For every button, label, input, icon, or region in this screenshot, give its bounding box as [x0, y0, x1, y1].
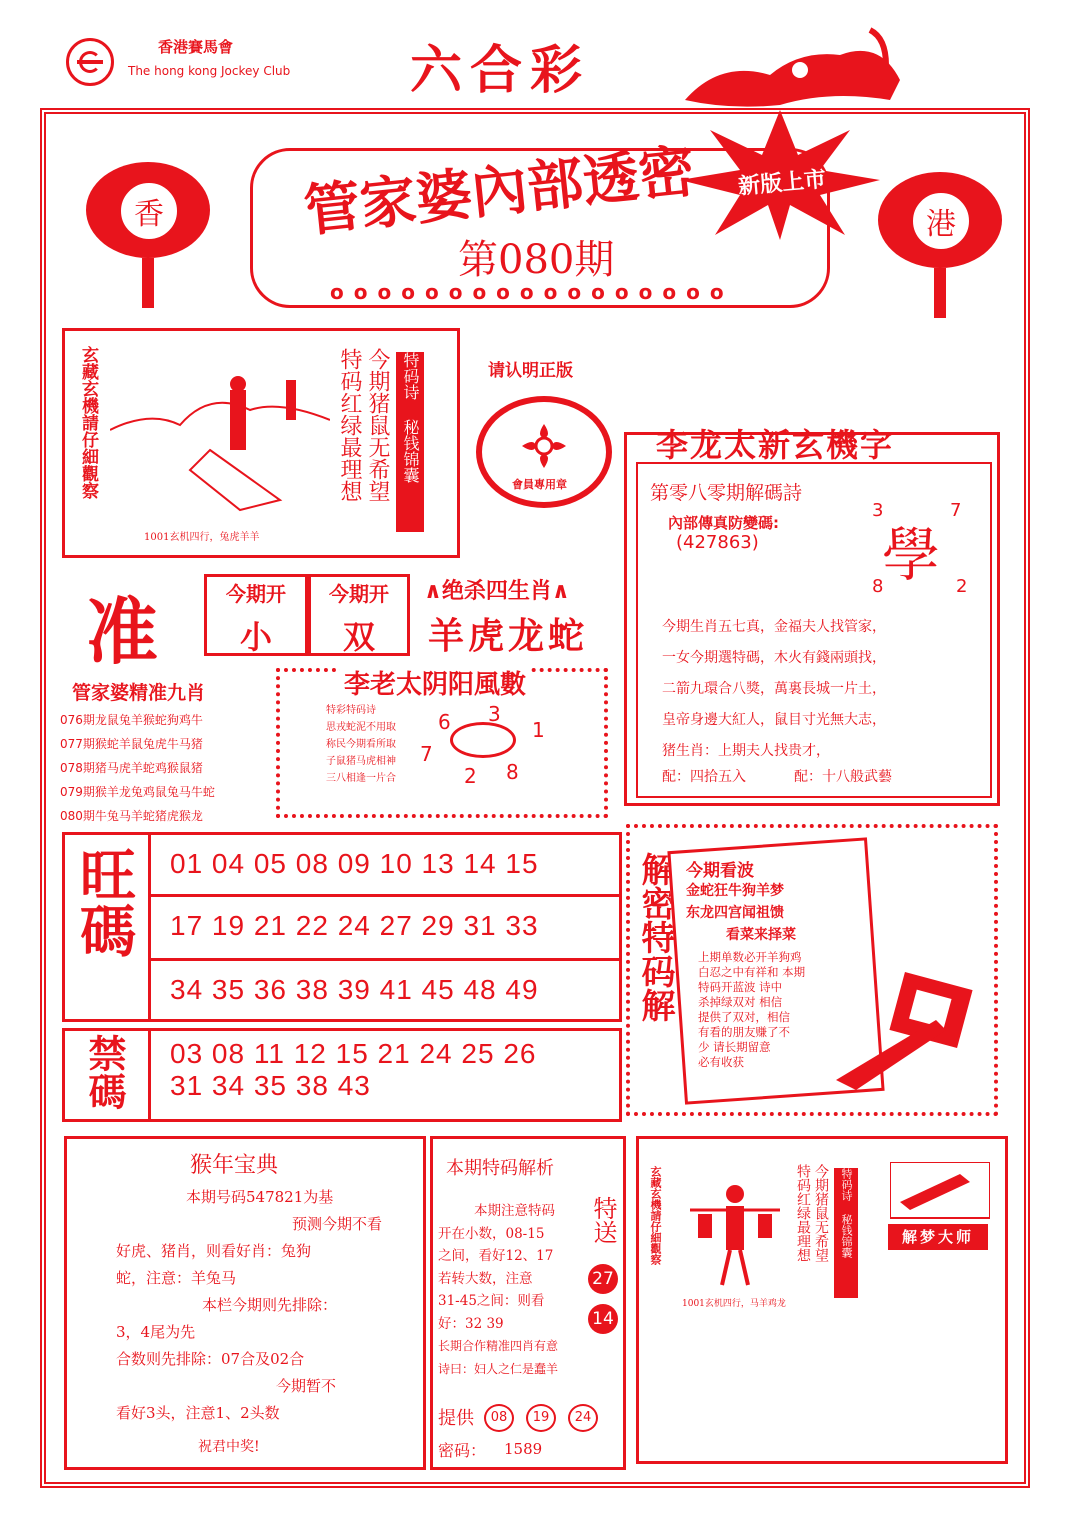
decode-body	[698, 950, 805, 1070]
size-value: 小	[239, 618, 272, 656]
monkey-line: 好虎、猪肖，则看好肖：兔狗	[116, 1242, 312, 1260]
monkey-line: 看好3头，注意1、2头数	[116, 1404, 280, 1422]
analysis-line: 若转大数，注意	[438, 1270, 533, 1287]
analysis-line: 开在小数，08-15	[438, 1225, 545, 1242]
mark-six-title: 六合彩	[410, 40, 591, 101]
bagua-num: 8	[506, 760, 519, 784]
banner-dots: ooooooooooooooooo	[330, 280, 734, 304]
quill-book-illustration	[836, 960, 986, 1100]
club-name-en: The hong kong Jockey Club	[128, 64, 291, 78]
yinyang-title: 李老太阴阳風數	[340, 664, 530, 701]
provide-label: 提供	[438, 1408, 474, 1429]
yinyang-line: 三八相逢一片合	[326, 773, 396, 784]
new-edition-badge: 新版上市	[737, 167, 828, 200]
decode-line: 必有收获	[698, 1055, 744, 1069]
analysis-title: 本期特码解析	[446, 1158, 554, 1179]
bagua-num: 6	[438, 710, 451, 734]
bagua-num: 2	[464, 764, 477, 788]
xue-character: 學	[882, 521, 941, 589]
monkey-line: 预测今期不看	[292, 1215, 383, 1233]
bagua-num: 7	[420, 742, 433, 766]
zhun-big-char: 准	[86, 589, 159, 674]
decode-left-vertical: 解密特码解	[635, 852, 675, 1022]
wang-row-1: 01 04 05 08 09 10 13 14 15	[170, 848, 539, 879]
monkey-footer: 祝君中奖!	[198, 1439, 260, 1455]
analysis-line: 好：32 39	[438, 1315, 504, 1332]
nine-row: 077期猴蛇羊鼠兔虎牛马猪	[60, 737, 203, 751]
provide-num: 24	[568, 1404, 598, 1432]
authentic-label: 请认明正版	[488, 361, 573, 381]
provide-num: 08	[484, 1404, 514, 1432]
monkey-line: 3，4尾为先	[116, 1323, 196, 1341]
decode-line: 杀掉绿双对 相信	[698, 995, 783, 1009]
jockey-club-logo	[66, 38, 114, 86]
decode-line: 有看的朋友赚了不	[698, 1025, 790, 1039]
nine-title: 管家婆精准九肖	[72, 682, 206, 704]
xuanji-right-tag: 特码诗 秘钱锦囊	[396, 352, 424, 532]
seal-flower-icon	[518, 420, 570, 472]
kill-values: 羊虎龙蛇	[428, 615, 589, 657]
size-tag: 今期开	[226, 582, 286, 606]
bagua-diagram	[420, 702, 550, 802]
hand-writing-illustration	[890, 1162, 990, 1222]
provide-num: 19	[526, 1404, 556, 1432]
dragon-boat-illustration	[680, 20, 910, 110]
bagua-num: 3	[488, 702, 501, 726]
yinyang-lines	[326, 702, 396, 787]
jin-row-1: 03 08 11 12 15 21 24 25 26	[170, 1038, 537, 1069]
monkey-line: 合数则先排除：07合及02合	[116, 1350, 305, 1368]
code-value: 1589	[504, 1440, 543, 1458]
monkey-line: 本期号码547821为基	[186, 1188, 334, 1206]
num-top-right: 7	[950, 500, 962, 521]
master-right-tag: 特码诗 秘钱锦囊	[834, 1168, 858, 1298]
official-seal	[476, 396, 612, 508]
jin-row-2: 31 34 35 38 43	[170, 1070, 371, 1101]
issue-number: 第080期	[458, 237, 615, 283]
analysis-line: 31-45之间：则看	[438, 1293, 545, 1309]
decode-line: 少 请长期留意	[698, 1040, 771, 1054]
wang-row-3: 34 35 36 38 39 41 45 48 49	[170, 974, 539, 1005]
monkey-line: 本栏今期则先排除：	[202, 1296, 338, 1314]
code-label: 密码：	[438, 1441, 487, 1460]
xuanji-poem-col2: 今期猪鼠无希望	[365, 348, 390, 502]
poem-line: 皇帝身邊大紅人，鼠目寸光無大志，	[662, 712, 886, 728]
anti-fake-code: (427863)	[676, 532, 759, 553]
wang-row-line	[148, 958, 622, 961]
nine-list	[60, 708, 215, 828]
wang-row-2: 17 19 21 22 24 27 29 31 33	[170, 910, 539, 941]
decode-line: 特码开蓝波 诗中	[698, 980, 783, 994]
anti-fake-label: 內部傳真防變碼:	[668, 514, 779, 532]
decode-line: 上期单数必开羊狗鸡	[698, 950, 802, 964]
kill-title: ∧绝杀四生肖∧	[424, 578, 570, 604]
seal-text: 會員專用章	[512, 478, 567, 491]
master-left-vertical: 玄藏玄機請仔細觀察	[649, 1166, 662, 1265]
wang-row-line	[148, 894, 622, 897]
decode-poem-line: 看菜来择菜	[726, 927, 796, 943]
send-num-2: 14	[588, 1304, 618, 1334]
send-label: 特送	[589, 1196, 617, 1244]
nine-row: 079期猴羊龙兔鸡鼠兔马牛蛇	[60, 785, 215, 799]
li-long-poem	[662, 612, 886, 767]
poem-line: 一女今期選特碼，木火有錢兩頭找，	[662, 650, 886, 666]
yinyang-line: 称民今期看所取	[326, 739, 396, 750]
poem-line: 今期生肖五七真，金福夫人找管家，	[662, 619, 886, 635]
dream-master-badge: 解梦大师	[888, 1224, 988, 1250]
xuanji-left-vertical: 玄藏玄機請仔細觀察	[78, 346, 98, 499]
wang-label: 旺碼	[71, 846, 137, 958]
decode-poem-line: 金蛇狂牛狗羊梦	[686, 883, 784, 899]
analysis-line: 诗曰：妇人之仁是蠢羊	[438, 1361, 559, 1376]
club-name-cn: 香港賽馬會	[158, 38, 234, 56]
monkey-lines	[116, 1184, 412, 1427]
parity-tag: 今期开	[329, 582, 389, 606]
decode-line: 提供了双对，相信	[698, 1010, 790, 1024]
nine-row: 078期猪马虎羊蛇鸡猴鼠猪	[60, 761, 203, 775]
analysis-lines	[438, 1200, 558, 1380]
num-bottom-right: 2	[956, 576, 968, 597]
banner-main-title: 管家婆內部透密	[301, 137, 698, 245]
decode-poem-line: 东龙四宫闻祖馈	[686, 905, 784, 921]
pair-1: 配：四拾五入	[662, 769, 746, 785]
lantern-left-char: 香	[118, 180, 180, 242]
pair-2: 配：十八般武藝	[794, 769, 892, 785]
poem-line: 二箭九環合八獎，萬裏長城一片土，	[662, 681, 886, 697]
xuanji-poem-col1: 特码红绿最理想	[337, 348, 362, 502]
analysis-line: 本期注意特码	[474, 1203, 555, 1219]
num-top-left: 3	[872, 500, 884, 521]
master-poem-col2: 今期猪鼠无希望	[813, 1164, 829, 1262]
send-num-1: 27	[588, 1264, 618, 1294]
master-poem-col1: 特码红绿最理想	[795, 1164, 811, 1262]
monkey-title: 猴年宝典	[190, 1153, 279, 1178]
master-caption: 1001玄机四行，马羊鸡龙	[682, 1299, 786, 1309]
analysis-line: 长期合作精准四肖有意	[438, 1339, 559, 1353]
mountain-figure-illustration	[110, 370, 330, 520]
monkey-line: 蛇，注意：羊兔马	[116, 1269, 237, 1287]
nine-row: 080期牛兔马羊蛇猪虎猴龙	[60, 809, 203, 823]
num-bottom-left: 8	[872, 576, 884, 597]
xuanji-caption: 1001玄机四行，兔虎羊羊	[144, 532, 260, 543]
monkey-line: 今期暂不	[276, 1377, 337, 1395]
right-lantern	[870, 150, 1010, 320]
bagua-num: 1	[532, 718, 545, 742]
decode-poem	[686, 880, 796, 946]
lantern-right-char: 港	[910, 190, 972, 252]
left-lantern	[78, 140, 218, 310]
parity-value: 双	[342, 618, 375, 656]
decode-line: 白忍之中有祥和 本期	[698, 965, 806, 979]
li-long-title: 李龙太新玄機字	[656, 426, 895, 464]
yinyang-line: 思戎蛇泥不用取	[326, 722, 396, 733]
nine-row: 076期龙鼠兔羊猴蛇狗鸡牛	[60, 713, 203, 727]
yinyang-line: 特彩特码诗	[326, 705, 376, 716]
analysis-line: 之间，看好12、17	[438, 1248, 554, 1264]
jin-label: 禁碼	[82, 1034, 127, 1110]
li-long-subtitle: 第零八零期解碼詩	[650, 482, 803, 504]
porter-figure-illustration	[690, 1180, 780, 1290]
decode-poem-title: 今期看波	[686, 861, 754, 881]
wang-divider	[148, 832, 151, 1022]
poem-line: 猪生肖：上期夫人找贵才，	[662, 743, 830, 759]
yinyang-line: 子鼠猪马虎相神	[326, 756, 396, 767]
jin-divider	[148, 1028, 151, 1122]
